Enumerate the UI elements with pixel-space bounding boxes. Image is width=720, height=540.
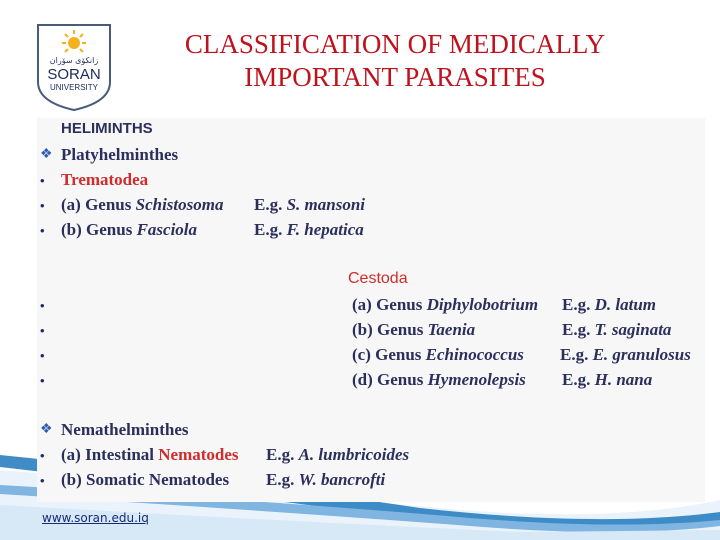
bullet-icon: • [40,223,45,238]
diamond-bullet-icon: ❖ [40,147,53,162]
fasciola-genus: (b) Genus Fasciola [61,220,198,239]
somatic-example: E.g. W. bancrofti [266,470,386,489]
somatic-nematodes: (b) Somatic Nematodes [61,470,230,489]
bullet-icon: • [40,298,45,313]
section-heading: HELIMINTHS [61,120,153,137]
diamond-bullet-icon: ❖ [40,422,53,437]
cestoda-item-2-genus: (b) Genus Taenia [352,320,476,339]
cestoda-label: Cestoda [348,270,408,287]
website-link[interactable]: www.soran.edu.iq [42,511,149,525]
nemathelminthes-label: Nemathelminthes [61,420,189,439]
title-line-2: IMPORTANT PARASITES [244,62,546,92]
fasciola-example: E.g. F. hepatica [254,220,364,239]
schistosoma-genus: (a) Genus Schistosoma [61,195,224,214]
bullet-icon: • [40,473,45,488]
slide-title [130,28,660,94]
cestoda-item-2-example: E.g. T. saginata [562,320,672,339]
cestoda-item-4-example: E.g. H. nana [562,370,653,389]
bullet-icon: • [40,348,45,363]
intestinal-nematodes: (a) Intestinal Nematodes [61,445,239,464]
bullet-icon: • [40,198,45,213]
bullet-icon: • [40,173,45,188]
soran-university-logo [35,22,113,112]
bullet-icon: • [40,323,45,338]
logo-name: SORAN [47,66,101,83]
cestoda-item-3-genus: (c) Genus Echinococcus [352,345,524,364]
cestoda-item-3-example: E.g. E. granulosus [560,345,691,364]
title-line-1: CLASSIFICATION OF MEDICALLY [184,29,606,59]
bullet-icon: • [40,448,45,463]
cestoda-item-1-example: E.g. D. latum [562,295,656,314]
schistosoma-example: E.g. S. mansoni [254,195,366,214]
cestoda-item-4-genus: (d) Genus Hymenolepsis [352,370,526,389]
logo-subname: UNIVERSITY [49,83,99,92]
bullet-icon: • [40,373,45,388]
intestinal-example: E.g. A. lumbricoides [266,445,410,464]
logo-script: زانكۆی سۆران [49,56,99,65]
trematodea-label: Trematodea [61,170,149,189]
cestoda-item-1-genus: (a) Genus Diphylobotrium [352,295,539,314]
platyhelminthes-label: Platyhelminthes [61,145,179,164]
